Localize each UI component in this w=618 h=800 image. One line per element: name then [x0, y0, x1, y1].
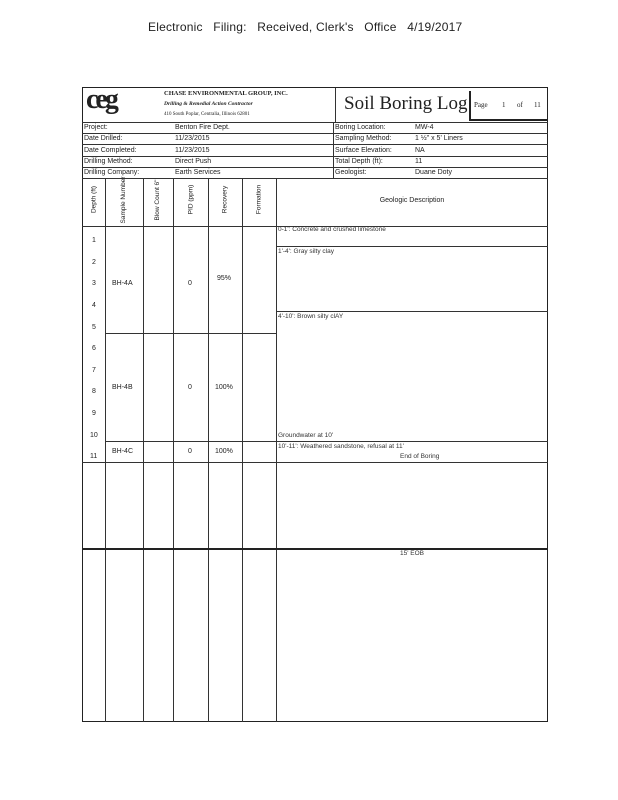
project-value: Benton Fire Dept.: [175, 124, 230, 131]
desc-line-2: [276, 311, 548, 312]
geologist-label: Geologist:: [335, 169, 367, 176]
boring-location-label: Boring Location:: [335, 124, 386, 131]
desc-brown-clay: 4'-10': Brown silty clAY: [278, 313, 344, 320]
project-label: Project:: [84, 124, 108, 131]
desc-gray-clay: 1'-4': Gray silty clay: [278, 248, 334, 255]
depth-7: 7: [92, 367, 96, 374]
sampling-method-value: 1 ½" x 5' Liners: [415, 135, 463, 142]
depth-1: 1: [92, 237, 96, 244]
recovery-b: 100%: [215, 384, 233, 391]
boring-location-value: MW-4: [415, 124, 434, 131]
filing-stamp: Electronic Filing: Received, Clerk's Office 4/19/2017: [148, 20, 463, 34]
company-tagline: Drilling & Remedial Action Contractor: [164, 101, 253, 107]
boring-log-form: [82, 87, 548, 722]
depth-3: 3: [92, 280, 96, 287]
info-line-5: [82, 178, 548, 179]
desc-sandstone: 10'-11': Weathered sandstone, refusal at 11': [278, 443, 404, 450]
sample-number-header: Sample Number: [120, 176, 127, 224]
depth-10: 10: [90, 432, 98, 439]
company-name: CHASE ENVIRONMENTAL GROUP, INC.: [164, 90, 288, 97]
geologic-description-header: Geologic Description: [379, 197, 445, 204]
desc-concrete: 0-1': Concrete and crushed limestone: [278, 226, 386, 233]
depth-8: 8: [92, 388, 96, 395]
info-line-3: [82, 156, 548, 157]
formation-header: Formation: [255, 184, 263, 215]
date-completed-value: 11/23/2015: [175, 147, 210, 154]
info-divider: [333, 122, 334, 178]
col-line-blow: [173, 178, 174, 722]
desc-line-3: [276, 441, 548, 442]
page-box-left: [469, 91, 471, 120]
desc-15-eob: 15' EOB: [400, 550, 425, 557]
date-drilled-label: Date Drilled:: [84, 135, 123, 142]
col-line-pid: [208, 178, 209, 722]
page-total: 11: [534, 101, 541, 109]
depth-2: 2: [92, 259, 96, 266]
col-line-depth: [105, 178, 106, 722]
page-label: Page: [474, 101, 488, 109]
sample-b-bottom: [105, 441, 276, 442]
total-depth-label: Total Depth (ft):: [335, 158, 383, 165]
blow-count-header: Blow Count 6": [154, 179, 161, 221]
of-label: of: [517, 101, 523, 109]
eob-line: [82, 548, 548, 550]
surface-elevation-label: Surface Elevation:: [335, 147, 392, 154]
company-address: 410 South Poplar, Centralia, Illinois 62801: [164, 112, 250, 117]
date-drilled-value: 11/23/2015: [175, 135, 210, 142]
sample-a-bottom: [105, 333, 276, 334]
sample-c-bottom: [82, 462, 548, 463]
pid-c: 0: [188, 448, 192, 455]
log-title: Soil Boring Log: [344, 93, 468, 114]
depth-11: 11: [90, 453, 98, 460]
sampling-method-label: Sampling Method:: [335, 135, 392, 142]
recovery-header: Recovery: [221, 185, 229, 214]
header-bottom-line: [82, 122, 548, 123]
company-logo: ceg: [86, 84, 116, 115]
header-divider: [335, 88, 336, 122]
col-line-formation: [276, 178, 277, 722]
page-number: 1: [502, 101, 506, 109]
info-line-4: [82, 167, 548, 168]
depth-header: Depth (ft): [90, 185, 98, 214]
recovery-c: 100%: [215, 448, 233, 455]
depth-4: 4: [92, 302, 96, 309]
total-depth-value: 11: [415, 158, 423, 165]
geologist-value: Duane Doty: [415, 169, 452, 176]
depth-9: 9: [92, 410, 96, 417]
drilling-method-label: Drilling Method:: [84, 158, 133, 165]
pid-b: 0: [188, 384, 192, 391]
drilling-company-value: Earth Services: [175, 169, 221, 176]
sample-id-a: BH-4A: [112, 280, 133, 287]
depth-5: 5: [92, 324, 96, 331]
desc-groundwater: Groundwater at 10': [278, 432, 334, 439]
sample-id-b: BH-4B: [112, 384, 133, 391]
pid-a: 0: [188, 280, 192, 287]
surface-elevation-value: NA: [415, 147, 425, 154]
info-line-2: [82, 144, 548, 145]
pid-header: PID (ppm): [187, 184, 195, 215]
drilling-method-value: Direct Push: [175, 158, 212, 165]
info-line-1: [82, 133, 548, 134]
date-completed-label: Date Completed:: [84, 147, 137, 154]
page-box-bottom: [469, 119, 548, 121]
desc-line-1: [276, 246, 548, 247]
col-line-sample: [143, 178, 144, 722]
desc-end-of-boring: End of Boring: [400, 453, 440, 460]
col-line-recovery: [242, 178, 243, 722]
drilling-company-label: Drilling Company:: [84, 169, 140, 176]
depth-6: 6: [92, 345, 96, 352]
sample-id-c: BH-4C: [112, 448, 134, 455]
recovery-a: 95%: [217, 275, 232, 282]
